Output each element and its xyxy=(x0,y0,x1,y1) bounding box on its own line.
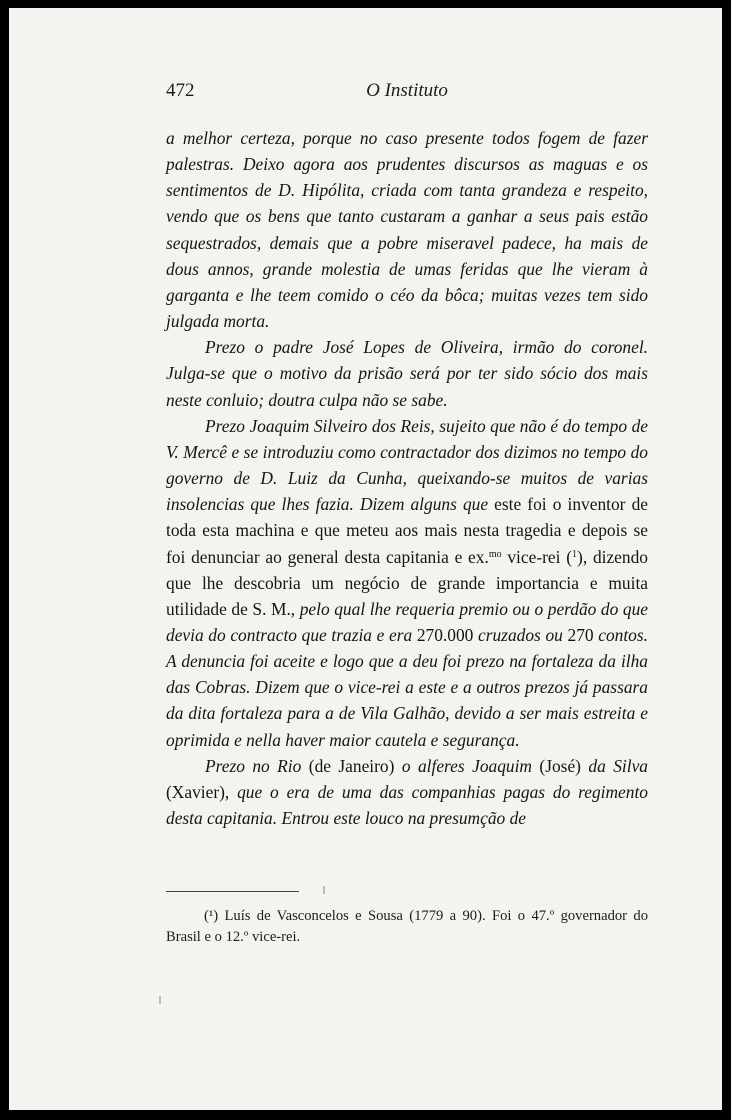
footnote-separator xyxy=(166,891,299,892)
footnote-marker: (¹) xyxy=(204,908,219,924)
text-run: 270.000 xyxy=(416,624,474,645)
text-run: vice-rei ( xyxy=(501,546,573,567)
paragraph xyxy=(166,125,648,334)
text-run: pelo qual lhe requeria premio ou o perdão do que devia do contracto que trazia e era xyxy=(166,598,648,645)
paragraph xyxy=(166,413,648,753)
scan-speck xyxy=(323,886,325,894)
page-number: 472 xyxy=(166,80,195,101)
text-run: (Xavier), xyxy=(166,781,230,802)
paragraph xyxy=(166,753,648,831)
scan-speck xyxy=(159,996,161,1004)
body-text xyxy=(166,125,648,831)
text-run: cruzados ou xyxy=(473,624,568,645)
text-run: (José) xyxy=(532,755,581,776)
running-header xyxy=(166,80,648,106)
text-run: que o era de uma das companhias pagas do regimento desta capitania. Entrou este louco na presumção de xyxy=(166,781,648,829)
text-run: a melhor certeza, porque no caso presente todos fogem de fazer palestras. Deixo agora aos prudentes discursos as maguas e os sentimentos de D. Hipólita, criada com tanta grandeza e respeito, vendo que os bens que tanto custaram a ganhar a seus pais estão sequestrados, demais que a pobre miseravel padece, ha mais de dous annos, grande molestia de umas feridas que lhe vieram à garganta e lhe teem comido o céo da bôca; muitas vezes tem sido julgada morta. xyxy=(166,128,648,332)
text-run: este foi o inventor de toda esta machina e que meteu aos mais nesta tragedia e depois se foi denunciar ao general desta capitania e ex. xyxy=(166,494,648,567)
text-run: Prezo o padre José Lopes de Oliveira, irmão do coronel. Julga-se que o motivo da prisão será por ter sido sócio dos mais neste conluio; doutra culpa não se sabe. xyxy=(166,337,648,410)
text-run: 270 xyxy=(567,624,594,645)
paragraph xyxy=(166,334,648,412)
superscript-text: mo xyxy=(488,548,502,560)
text-run: Prezo no Rio xyxy=(205,755,302,776)
text-run: da Silva xyxy=(580,755,648,776)
footnote xyxy=(166,906,648,948)
running-title: O Instituto xyxy=(366,80,448,101)
text-run: (de Janeiro) xyxy=(301,755,395,776)
footnote-text: Luís de Vasconcelos e Sousa (1779 a 90). Foi o 47.º governador do Brasil e o 12.º vice-rei. xyxy=(166,908,648,945)
text-run: ), dizendo que lhe descobria um negócio de grande importancia e muita utilidade de S. M., xyxy=(166,546,648,619)
book-page xyxy=(9,8,722,1110)
text-run: o alferes Joaquim xyxy=(394,755,532,776)
text-run: contos. A denuncia foi aceite e logo que a deu foi prezo na fortaleza da ilha das Cobras. Dizem que o vice-rei a este e a outros prezos já passara da dita fortaleza para a de Vila Galhão, devido a ser mais estreita e oprimida e nella haver maior cautela e segurança. xyxy=(166,624,648,750)
text-run: Prezo Joaquim Silveiro dos Reis, sujeito que não é do tempo de V. Mercê e se introduziu como contractador dos dizimos no tempo do governo de D. Luiz da Cunha, queixando-se muitos de varias insolencias que lhes fazia. Dizem alguns que xyxy=(166,415,648,515)
superscript-text: 1 xyxy=(572,548,578,560)
